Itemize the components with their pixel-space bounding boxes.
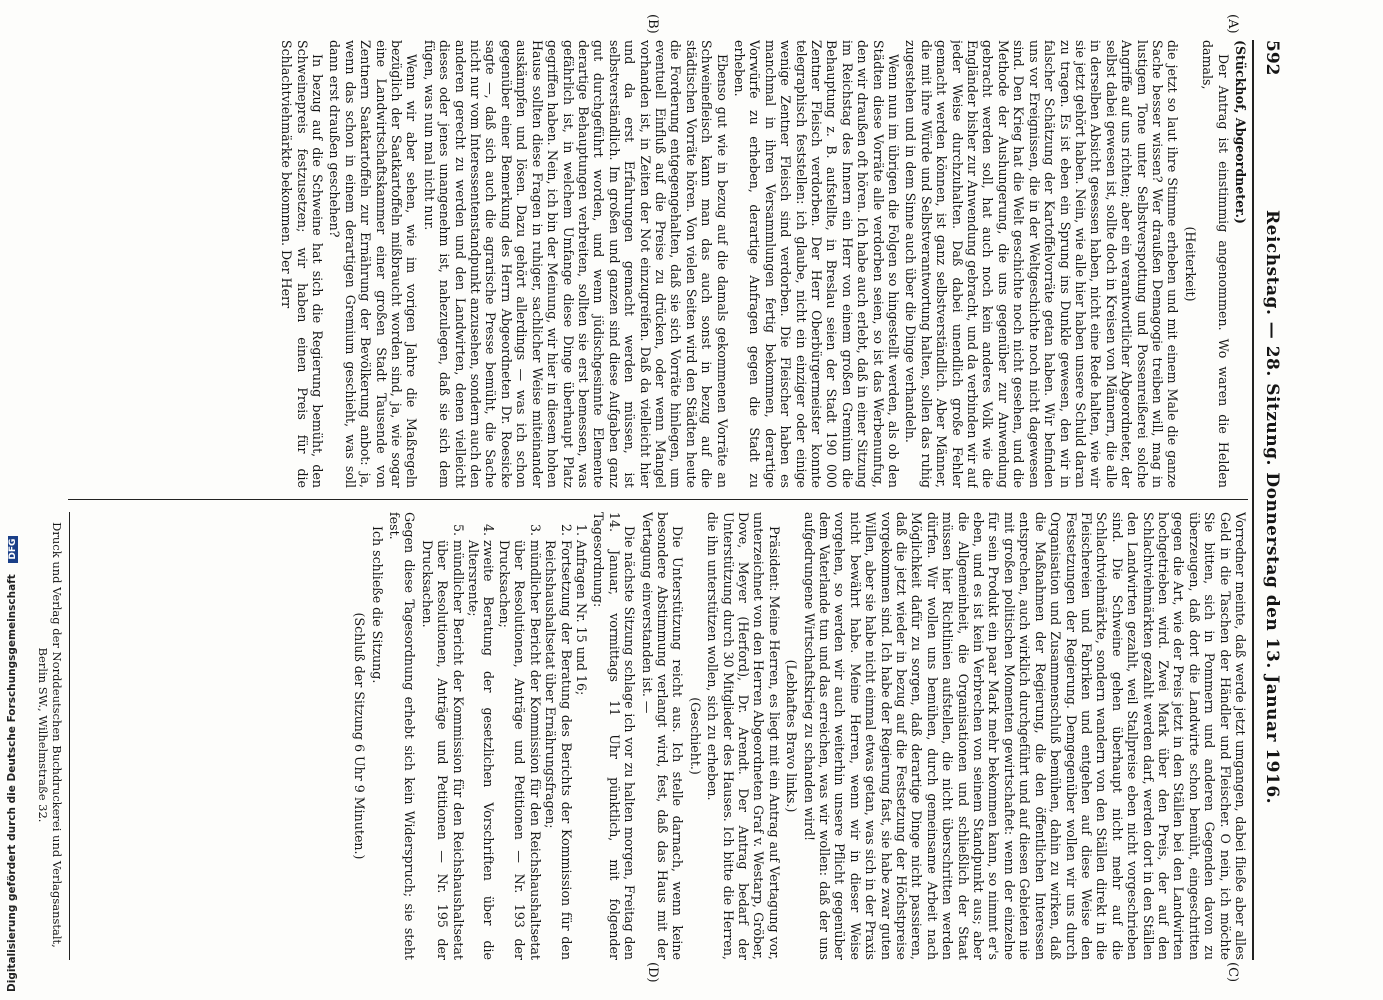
- margin-letter-d: (D): [645, 962, 660, 983]
- closing-line: Ich schließe die Sitzung.: [369, 526, 385, 684]
- page-number: 592: [1262, 40, 1282, 76]
- paragraph: Wenn wir aber sehen, wie im vorigen Jahre die Maßregeln bezüglich der Saatkartoffeln mißbraucht worden sind, ja, wie sogar eine Landwirtschaftskammer einer großen Stadt Tausende von Zentnern Saatkartoffeln zur Ernährung der Bevölkerung anbot: ja, wenn das schon in einem derartigen Gremium geschieht, was soll dann erst draußen geschehen?: [327, 40, 420, 488]
- page-title: Reichstag. — 28. Sitzung. Donnerstag den 13. Januar 1916.: [1262, 210, 1282, 805]
- paragraph: Die nächste Sitzung schlage ich vor zu halten morgen, Freitag den 14. Januar, vormittags 11 Uhr pünktlich, mit folgender Tagesordnung:: [591, 512, 638, 960]
- digitization-note: [6, 0, 26, 992]
- margin-letter-a: (A): [1225, 14, 1240, 34]
- footer-rule: [69, 512, 70, 960]
- paragraph: die jetzt so laut ihre Stimme erheben und mit einem Male die ganze Sache besser wissen? Wer draußen Demagogie treiben will, mag in lustigem Tone unter Selbstverspottung und Possenreißerei solche Angriffe auf uns richten; aber ein verantwortlicher Abgeordneter, der selbst dabei gewesen ist, sollte doch in Kreisen von Männern, die alle in derselben Absicht gesessen haben, nicht eine Rede halten, wie wir sie jetzt gehört haben. Nein, wie alle hier haben unsere Schuld daran zu tragen. Es ist eben ein Sprung ins Dunkle gewesen, den wir in falscher Schätzung der Kartoffelvorräte getan haben. Wir befinden uns vor Ereignissen, die in der Weltgeschichte noch nicht dagewesen sind. Den Krieg hat die Welt geschichte noch nicht gesehen, und die Methode der Aushungerung, die uns gegenüber zur Anwendung gebracht werden soll, hat auch noch kein anderes Volk wie die Engländer bisher zur Anwendung gebracht, und da verbinden wir auf jeder Weise durchzuhalten. Daß dabei unendlich große Fehler gemacht werden können, ist ganz selbstverständlich. Aber Männer, die mit ihre Würde und Selbstverantwortung halten, sollen das ruhig zugestehen und in dem Sinne auch über die Dinge verhandeln.: [903, 40, 1181, 488]
- interjection: (Heiterkeit): [1182, 226, 1198, 302]
- interjection: (Lebhaftes Bravo links.): [784, 659, 800, 813]
- agenda-item: 2. Fortsetzung der Beratung des Berichts der Kommission für den Reichshaushaltsetat über Ernährungsfragen;: [543, 540, 574, 960]
- paragraph: Der Antrag ist einstimmig angenommen. Wo waren die Helden damals,: [1200, 40, 1231, 488]
- printer-imprint: [36, 510, 64, 960]
- speaker-line: (Stückhof, Abgeordneter.): [1233, 40, 1248, 224]
- agenda-item: 1. Anfragen Nr. 15 und 16;: [574, 540, 589, 960]
- page-header: [1256, 40, 1282, 960]
- agenda-list: [419, 512, 588, 960]
- paragraph: Ebenso gut wie in bezug auf die damals gekommenen Vorräte an Schweinefleisch kann man das auch sonst in bezug auf die städtischen Vorräte hören. Von vielen Seiten wird den Städten heute die Forderung entgegengehalten, daß sie sich Vorräte hinlegen, um eventuell Einfluß auf die Preise zu drücken, oder wenn Mangel vorhanden ist, in Zeiten der Not einzugreifen. Daß da vielleicht hier und da erst Erfahrungen gemacht werden müssen, ist selbstverständlich. Im großen und ganzen sind diese Aufgaben ganz gut durchgeführt worden, und wenn jüdischgesinnte Elemente derartige Behauptungen verbreiten, sollten sie erst bemessen, was gefährlich ist, in welchem Umfange diese Dinge überhaupt Platz gegriffen haben. Nein, ich bin der Meinung, wir hier in diesem hohen Hause sollten diese Fragen in ruhiger, sachlicher Weise miteinander auskämpfen und lösen. Dazu gehört allerdings — was ich schon gegenüber einer Bemerkung des Herrn Abgeordneten Dr. Roesicke sagte —, daß sich auch die agrarische Presse bemüht, die Sache nicht nur vom Interessentenstandpunkt anzusehen, sondern auch den anderen gerecht zu werden und den Landwirten, denen vielleicht dieses oder jenes unangenehm ist, nahezulegen, daß sie sich dem fügen, was nun mal nicht nur.: [421, 40, 730, 488]
- digitization-text: Digitalisierung gefördert durch die Deutsche Forschungsgemeinschaft: [6, 574, 18, 992]
- interjection: (Geschieht.): [687, 697, 703, 775]
- imprint-line: Druck und Verlag der Norddeutschen Buchdruckerei und Verlagsanstalt,: [50, 522, 64, 948]
- session-end-note: (Schluß der Sitzung 6 Uhr 9 Minuten.): [352, 612, 368, 860]
- margin-letter-c: (C): [1225, 962, 1240, 983]
- imprint-line: Berlin SW., Wilhelmstraße 32.: [36, 647, 50, 823]
- closing-line: Gegen diese Tagesordnung erhebt sich kein Widerspruch; sie steht fest.: [387, 512, 418, 960]
- agenda-item: 4. zweite Beratung der gesetzlichen Vorschriften über die Altersrente;: [466, 540, 497, 960]
- margin-letter-b: (B): [645, 14, 660, 34]
- paragraph: Vorredner meinte, daß werde jetzt umgangen, dabei fließe aber alles Geld in die Taschen der Händler und Fleischer. O nein, ich möchte Sie bitten, sich in Pommern und anderen Gegenden davon zu überzeugen, daß dort die Landwirte schon bemüht, eingeschritten gegen die Art, wie der Preis jetzt in den Ställen bei den Landwirten hochgetrieben wird. Zwei Mark über den Preis, der auf den Schlachtviehmärkten gezahlt werden darf, werden dort in den Ställen den Landwirten gezahlt, weil Stallpreise eben nicht vorgeschrieben sind. Die Schweine gehen überhaupt nicht mehr auf die Schlachtviehmärkte, sondern wandern von den Ställen direkt in die Fleischereien und Fabriken und entgehen auf diese Weise den Festsetzungen der Regierung. Demgegenüber wollen wir uns durch Organisation und Zusammenschluß bemühen, dahin zu wirken, daß die Maßnahmen der Regierung, die den öffentlichen Interessen entsprechen, auch wirklich durchgeführt und auf diesen Gebieten nie mit großen politischen Momenten gewirtschaftet: wenn der einzelne für sein Produkt ein paar Mark mehr bekommen kann, so nimmt er's eben, und es ist kein Verbrechen von seinem Standpunkt aus; aber die Allgemeinheit, die Organisationen und schließlich der Staat müssen hier Richtlinien aufstellen, die nicht überschritten werden dürfen. Wir wollen uns bemühen, durch gemeinsame Arbeit nach Möglichkeit dafür zu sorgen, daß derartige Dinge nicht passieren, daß die jetzt wieder in bezug auf die Festsetzung der Höchstpreise vorgekommen sind. Ich habe der Regierung fast, sie habe zwar guten Willen, aber sie habe nicht einmal etwas getan, was sich in der Praxis nicht bewährt habe. Meine Herren, wenn wir in dieser Weise vorgehen, so werden wir auch weiterhin unsere Pflicht gegenüber dem Vaterlande tun und das erreichen, was wir wollen: daß der uns aufgedrungene Wirtschaftskrieg zu schanden wird!: [801, 512, 1248, 960]
- paragraph: Die Unterstützung reicht aus. Ich stelle darnach, wenn keine besondere Abstimmung verlangt wird, fest, daß das Haus mit der Vertagung einverstanden ist. —: [639, 512, 686, 960]
- agenda-item: 3. mündlicher Bericht der Kommission für den Reichshaushaltsetat über Resolutionen, Anträge und Petitionen — Nr. 193 der Drucksachen;: [497, 540, 543, 960]
- paragraph: Wenn nun im übrigen die Folgen so hingestellt werden, als ob den Städten diese Vorräte alle verdorben seien, so ist das Werbenunfug, den wir draußen oft hören. Ich habe auch erlebt, daß in einer Sitzung im Reichstag des Innern ein Herr von einem großen Gremium die Behauptung z. B. aufstellte, in Breslau seien der Stadt 190 000 Zentner Fleisch verdorben. Der Herr Oberbürgermeister konnte telegraphisch feststellen: ich glaube, nicht ein einziger oder einige wenige Zentner Fleisch sind verdorben. Die Fleischer haben es manchmal in ihren Versammlungen fertig bekommen, derartige Vorwürfe zu erheben, derartige Anfragen gegen die Stadt zu erheben.: [732, 40, 902, 488]
- agenda-item: 5. mündlicher Bericht der Kommission für den Reichshaushaltsetat über Resolutionen, Anträge und Petitionen — Nr. 195 der Drucksachen.: [419, 540, 465, 960]
- column-divider: [68, 499, 1248, 500]
- left-column: [58, 40, 1248, 488]
- dfg-logo: DFG: [8, 536, 18, 563]
- president-statement: Präsident: Meine Herren, es liegt mit ein Antrag auf Vertagung vor, unterzeichnet von den Herren Abgeordneten Graf v. Westarp, Gröber, Dove, Meyer (Herford), Dr. Arendt. Der Antrag bedarf der Unterstützung durch 30 Mitglieder des Hauses. Ich bitte die Herren, die ihn unterstützen wollen, sich zu erheben.: [705, 512, 782, 960]
- right-column: [78, 512, 1248, 960]
- header-rule: [1253, 40, 1255, 960]
- paragraph: In bezug auf die Schweine hat sich die Regierung bemüht, den Schweinepreis festzusetzen; wir haben einen Preis für die Schlachtviehmärkte bekommen. Der Herr: [279, 40, 326, 488]
